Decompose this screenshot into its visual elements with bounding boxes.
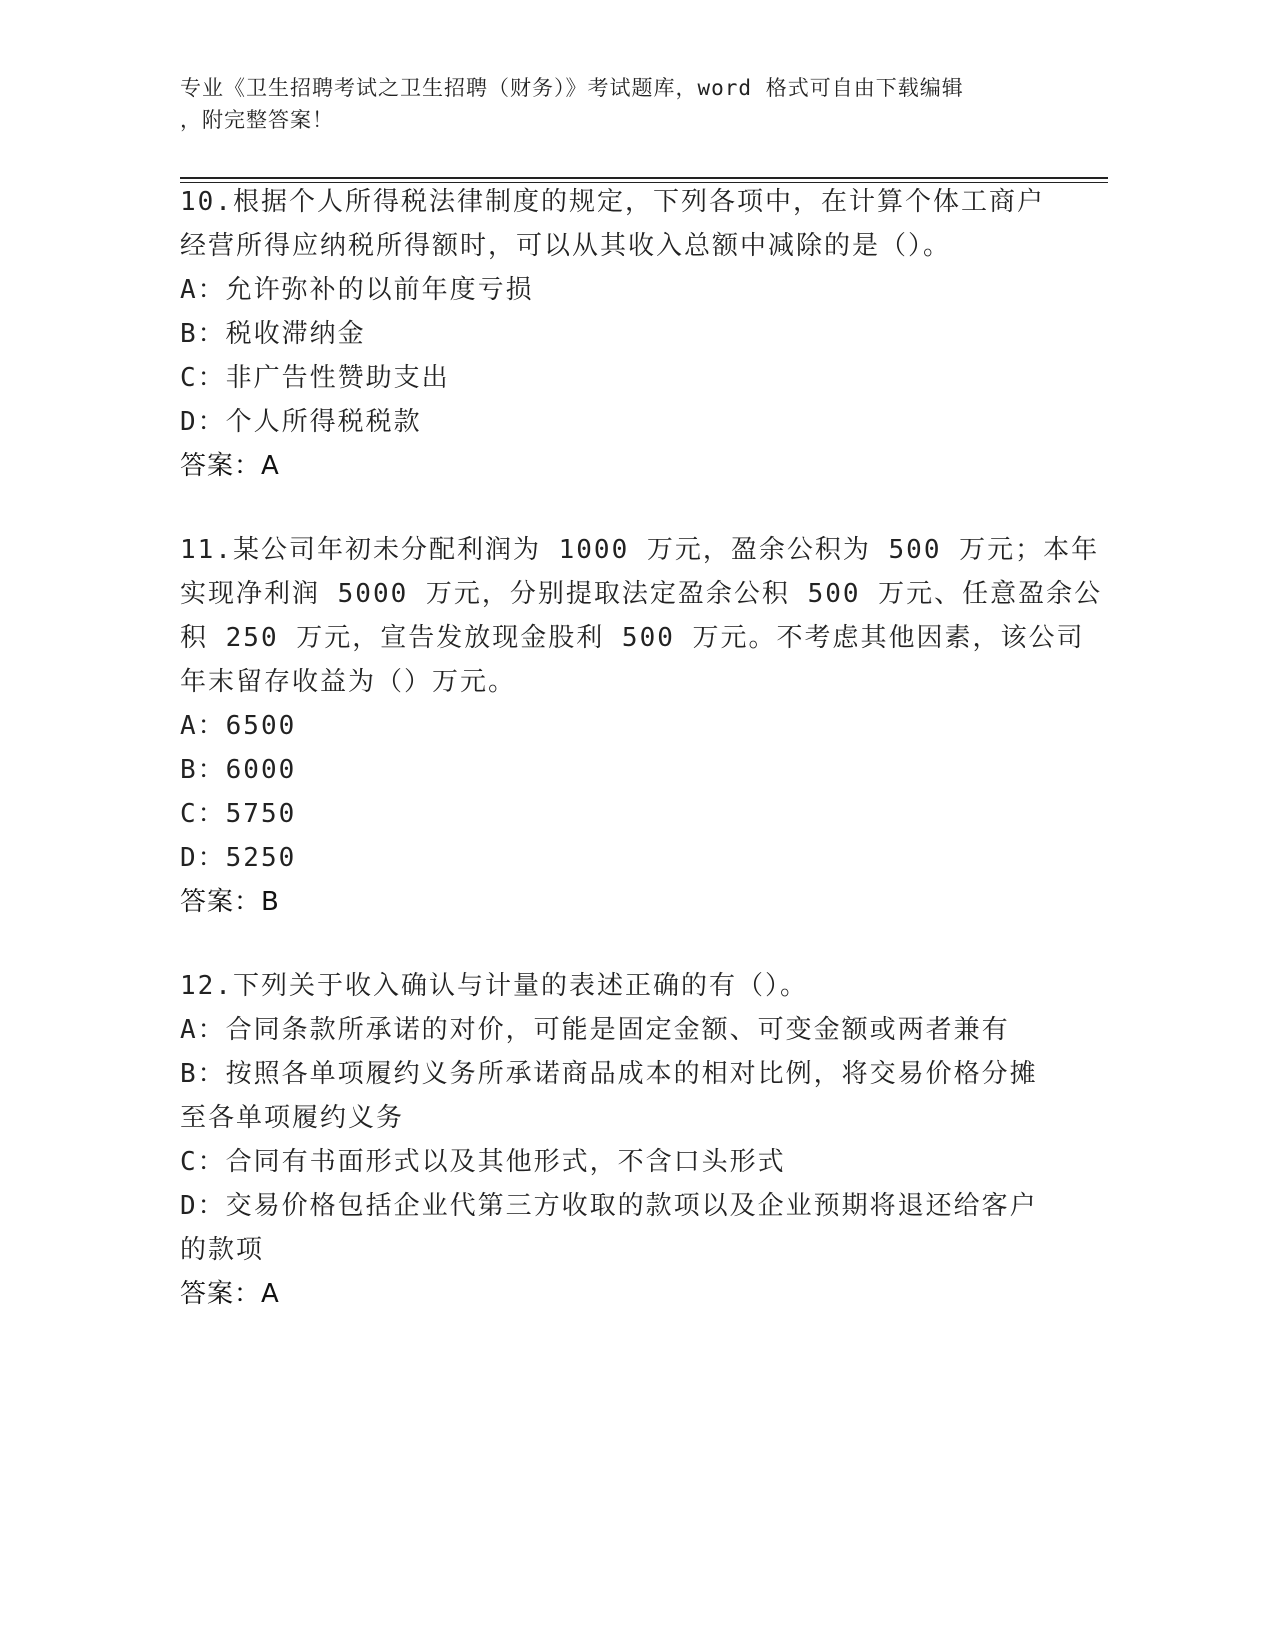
header-line: 专业《卫生招聘考试之卫生招聘（财务）》考试题库，word 格式可自由下载编辑	[180, 76, 964, 100]
option-c: C：非广告性赞助支出	[180, 363, 450, 393]
question-stem: 11.某公司年初未分配利润为 1000 万元，盈余公积为 500 万元；本年	[180, 535, 1100, 565]
answer: 答案：B	[180, 887, 280, 917]
question-10	[180, 180, 1060, 488]
question-12	[180, 964, 1060, 1316]
question-stem: 经营所得应纳税所得额时，可以从其收入总额中减除的是（）。	[180, 231, 952, 261]
document-header	[180, 72, 1040, 136]
option-b: B：6000	[180, 755, 297, 785]
option-d-continued: 的款项	[180, 1235, 265, 1265]
answer: 答案：A	[180, 451, 280, 481]
option-a: A：允许弥补的以前年度亏损	[180, 275, 534, 305]
question-stem: 年末留存收益为（）万元。	[180, 667, 517, 697]
option-a: A：6500	[180, 711, 297, 741]
option-b-continued: 至各单项履约义务	[180, 1103, 405, 1133]
question-stem: 12.下列关于收入确认与计量的表述正确的有（）。	[180, 971, 808, 1001]
option-b: B：税收滞纳金	[180, 319, 366, 349]
option-a: A：合同条款所承诺的对价，可能是固定金额、可变金额或两者兼有	[180, 1015, 1010, 1045]
question-stem: 10.根据个人所得税法律制度的规定，下列各项中，在计算个体工商户	[180, 187, 1045, 217]
question-11	[180, 528, 1103, 924]
option-d: D：5250	[180, 843, 297, 873]
header-line: ，附完整答案！	[180, 108, 334, 132]
option-b: B：按照各单项履约义务所承诺商品成本的相对比例，将交易价格分摊	[180, 1059, 1038, 1089]
option-c: C：5750	[180, 799, 297, 829]
option-d: D：交易价格包括企业代第三方收取的款项以及企业预期将退还给客户	[180, 1191, 1038, 1221]
header-divider	[180, 177, 1108, 179]
option-d: D：个人所得税税款	[180, 407, 422, 437]
option-c: C：合同有书面形式以及其他形式，不含口头形式	[180, 1147, 786, 1177]
answer: 答案：A	[180, 1279, 280, 1309]
question-stem: 积 250 万元，宣告发放现金股利 500 万元。不考虑其他因素，该公司	[180, 623, 1085, 653]
question-stem: 实现净利润 5000 万元，分别提取法定盈余公积 500 万元、任意盈余公	[180, 579, 1103, 609]
